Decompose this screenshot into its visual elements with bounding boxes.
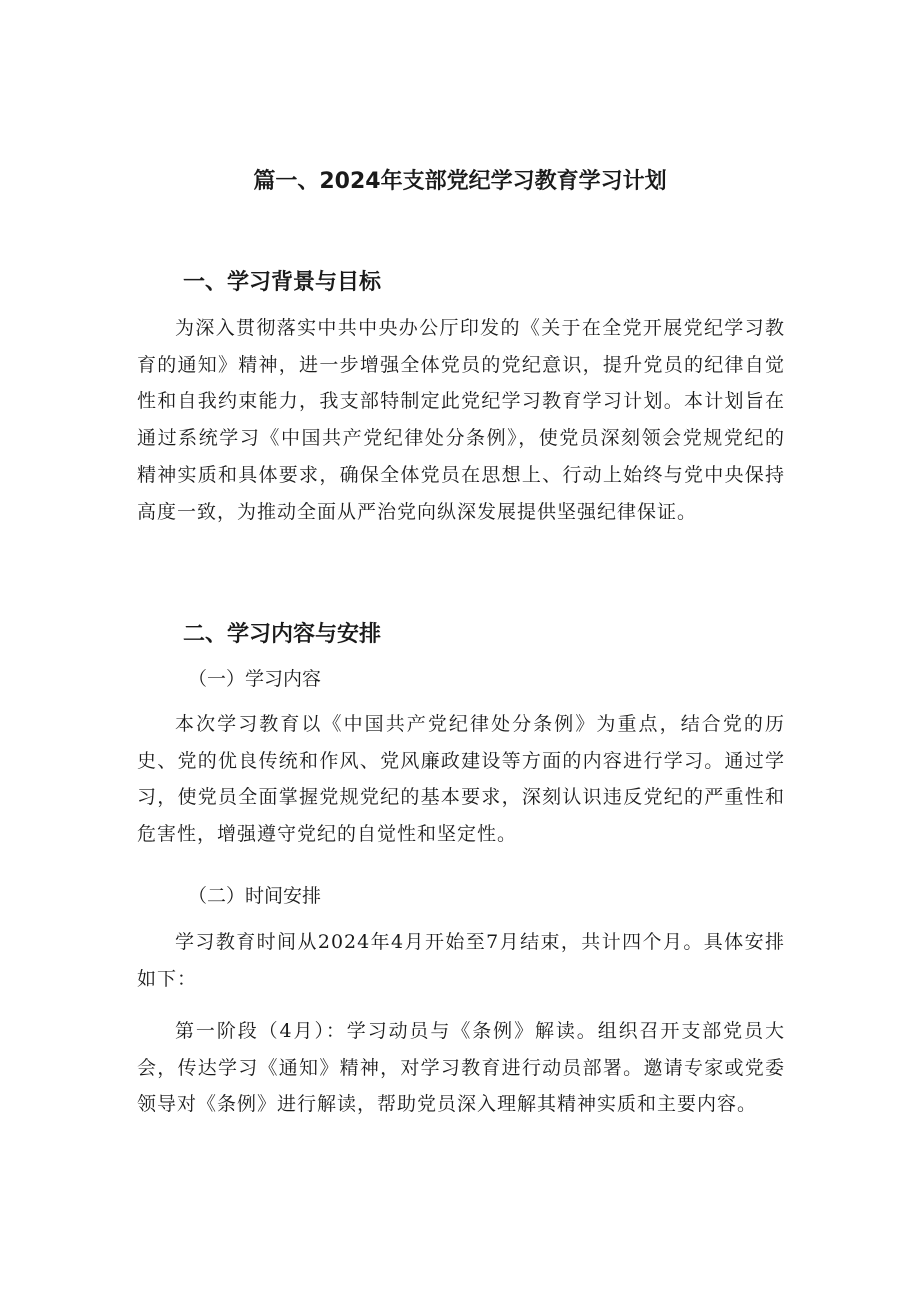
section-heading-content: 二、学习内容与安排 [183,622,382,647]
document-title: 篇一、2024年支部党纪学习教育学习计划 [253,169,667,194]
subheading-schedule: （二）时间安排 [188,885,322,907]
paragraph-background: 为深入贯彻落实中共中央办公厅印发的《关于在全党开展党纪学习教育的通知》精神，进一步增强全体党员的党纪意识，提升党员的纪律自觉性和自我约束能力，我支部特制定此党纪学习教育学习计划。本计划旨在通过系统学习《中国共产党纪律处分条例》，使党员深刻领会党规党纪的精神实质和具体要求，确保全体党员在思想上、行动上始终与党中央保持高度一致，为推动全面从严治党向纵深发展提供坚强纪律保证。 [137,317,785,523]
paragraph-stage-one: 第一阶段（4月）：学习动员与《条例》解读。组织召开支部党员大会，传达学习《通知》精神，对学习教育进行动员部署。邀请专家或党委领导对《条例》进行解读，帮助党员深入理解其精神实质和主要内容。 [137,1020,785,1116]
paragraph-study-content: 本次学习教育以《中国共产党纪律处分条例》为重点，结合党的历史、党的优良传统和作风、党风廉政建设等方面的内容进行学习。通过学习，使党员全面掌握党规党纪的基本要求，深刻认识违反党纪的严重性和危害性，增强遵守党纪的自觉性和坚定性。 [137,713,785,846]
subheading-study-content: （一）学习内容 [188,668,322,690]
section-heading-background: 一、学习背景与目标 [183,270,382,295]
paragraph-schedule: 学习教育时间从2024年4月开始至7月结束，共计四个月。具体安排如下： [137,931,785,990]
